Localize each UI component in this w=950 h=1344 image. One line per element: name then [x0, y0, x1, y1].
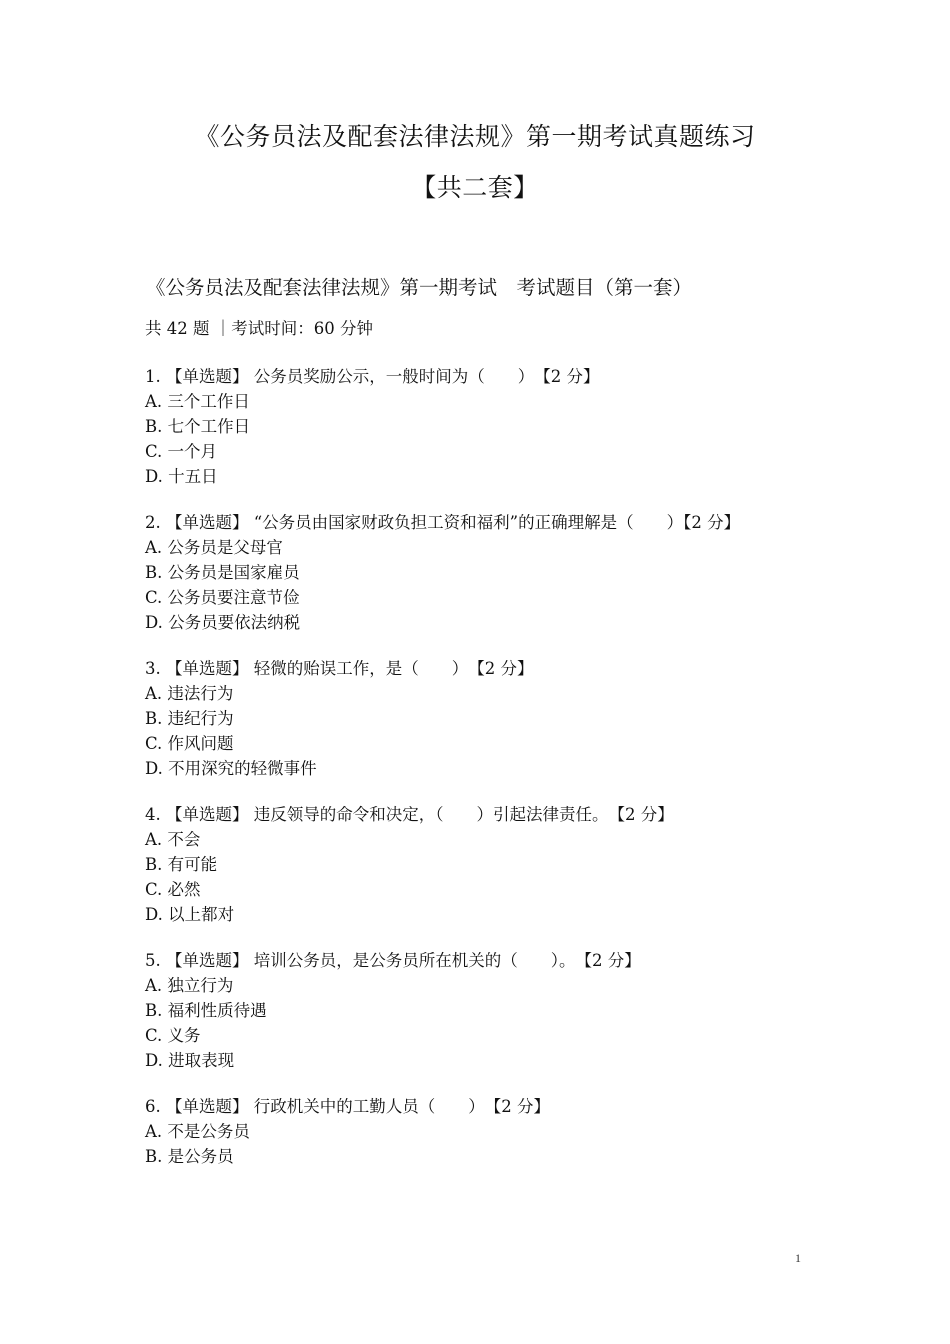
- question-option: A. 三个工作日: [145, 392, 250, 411]
- question-option: A. 不会: [145, 830, 201, 849]
- question-list: [145, 364, 815, 1190]
- question-option: D. 十五日: [145, 467, 218, 486]
- question-option: A. 违法行为: [145, 684, 234, 703]
- question-stem: 4. 【单选题】 违反领导的命令和决定，（ ）引起法律责任。 【2 分】: [145, 805, 674, 824]
- question-option: A. 公务员是父母官: [145, 538, 283, 557]
- question-option: B. 有可能: [145, 855, 218, 874]
- question-option: B. 违纪行为: [145, 709, 234, 728]
- question-option: C. 一个月: [145, 442, 218, 461]
- question-option: D. 不用深究的轻微事件: [145, 759, 317, 778]
- question-option: A. 独立行为: [145, 976, 234, 995]
- question-stem: 5. 【单选题】 培训公务员，是公务员所在机关的（ ）。 【2 分】: [145, 951, 641, 970]
- question-option: C. 义务: [145, 1026, 201, 1045]
- question-item: [145, 1094, 815, 1169]
- question-option: B. 是公务员: [145, 1147, 234, 1166]
- question-stem: 6. 【单选题】 行政机关中的工勤人员（ ） 【2 分】: [145, 1097, 550, 1116]
- question-option: D. 以上都对: [145, 905, 235, 924]
- question-item: [145, 948, 815, 1073]
- page-number: 1: [795, 1251, 801, 1265]
- question-item: [145, 364, 815, 489]
- document-title-set-count: 【共二套】: [411, 173, 539, 202]
- question-option: C. 必然: [145, 880, 201, 899]
- question-option: D. 进取表现: [145, 1051, 235, 1070]
- question-stem: 2. 【单选题】 “公务员由国家财政负担工资和福利”的正确理解是（ ）【2 分】: [145, 513, 741, 532]
- question-option: D. 公务员要依法纳税: [145, 613, 301, 632]
- question-option: A. 不是公务员: [145, 1122, 250, 1141]
- question-option: C. 作风问题: [145, 734, 234, 753]
- question-option: B. 福利性质待遇: [145, 1001, 267, 1020]
- exam-subtitle: 《公务员法及配套法律法规》第一期考试 考试题目（第一套）: [146, 276, 693, 299]
- question-item: [145, 510, 815, 635]
- question-item: [145, 802, 815, 927]
- question-option: C. 公务员要注意节俭: [145, 588, 300, 607]
- question-stem: 1. 【单选题】 公务员奖励公示，一般时间为（ ） 【2 分】: [145, 367, 600, 386]
- document-title: 《公务员法及配套法律法规》第一期考试真题练习: [194, 122, 756, 151]
- question-option: B. 七个工作日: [145, 417, 251, 436]
- question-item: [145, 656, 815, 781]
- question-stem: 3. 【单选题】 轻微的贻误工作，是（ ） 【2 分】: [145, 659, 534, 678]
- question-option: B. 公务员是国家雇员: [145, 563, 300, 582]
- exam-info: 共 42 题 ｜考试时间：60 分钟: [145, 319, 373, 338]
